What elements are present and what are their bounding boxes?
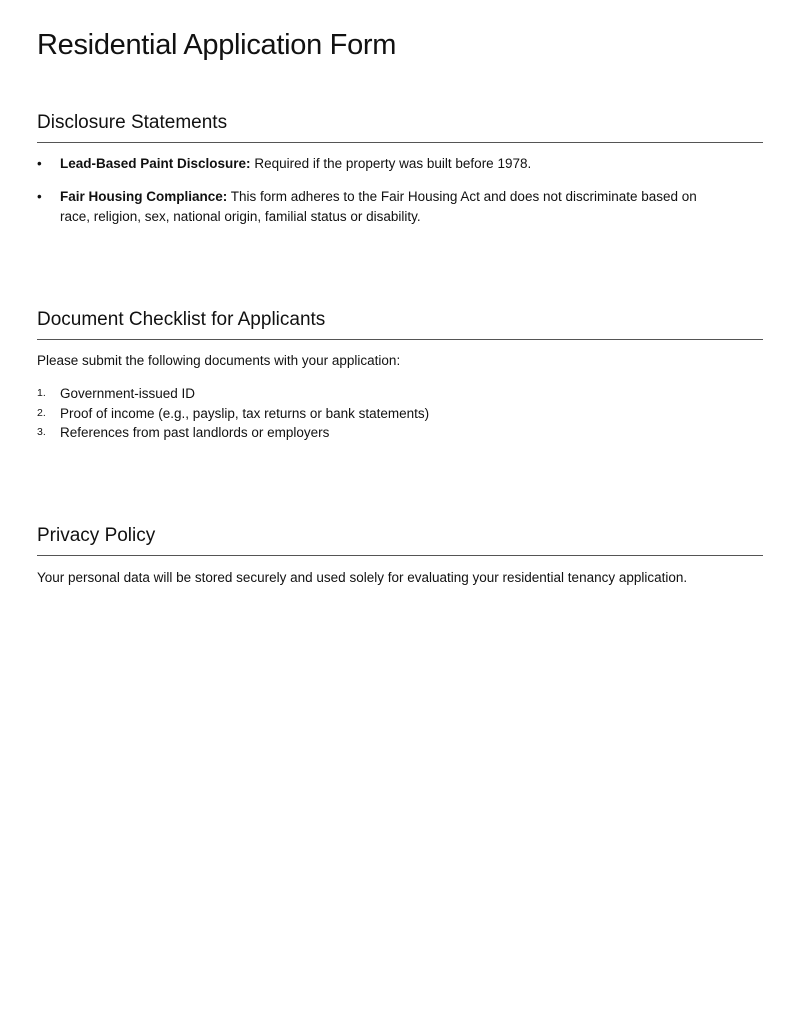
section-heading-checklist: Document Checklist for Applicants xyxy=(37,309,326,330)
section-divider xyxy=(37,555,763,556)
section-divider xyxy=(37,142,763,143)
page-title: Residential Application Form xyxy=(37,29,397,61)
item-text: Proof of income (e.g., payslip, tax returns or bank statements) xyxy=(60,405,430,421)
bullet-icon: • xyxy=(37,156,42,171)
list-item xyxy=(37,423,740,443)
item-text: This form adheres to the Fair Housing Act and does not discriminate based on race, religion, sex, national origin, familial status or disability. xyxy=(60,189,697,224)
privacy-text: Your personal data will be stored securely and used solely for evaluating your residential tenancy application. xyxy=(37,570,688,585)
list-item xyxy=(37,187,730,226)
section-heading-privacy: Privacy Policy xyxy=(37,525,156,546)
item-label: Lead-Based Paint Disclosure: xyxy=(60,156,251,171)
section-divider xyxy=(37,339,763,340)
item-text: Government-issued ID xyxy=(60,386,196,401)
list-item xyxy=(37,384,740,404)
list-item xyxy=(37,404,740,424)
item-label: Fair Housing Compliance: xyxy=(60,189,228,204)
item-text: References from past landlords or employers xyxy=(60,425,330,440)
section-heading-disclosure: Disclosure Statements xyxy=(37,112,228,133)
item-number: 1. xyxy=(37,387,46,399)
bullet-icon: • xyxy=(37,189,42,204)
list-item xyxy=(37,154,740,174)
item-text: Required if the property was built before 1978. xyxy=(250,156,532,171)
checklist-intro: Please submit the following documents with your application: xyxy=(37,353,401,368)
item-number: 3. xyxy=(37,426,46,438)
item-number: 2. xyxy=(37,406,46,419)
